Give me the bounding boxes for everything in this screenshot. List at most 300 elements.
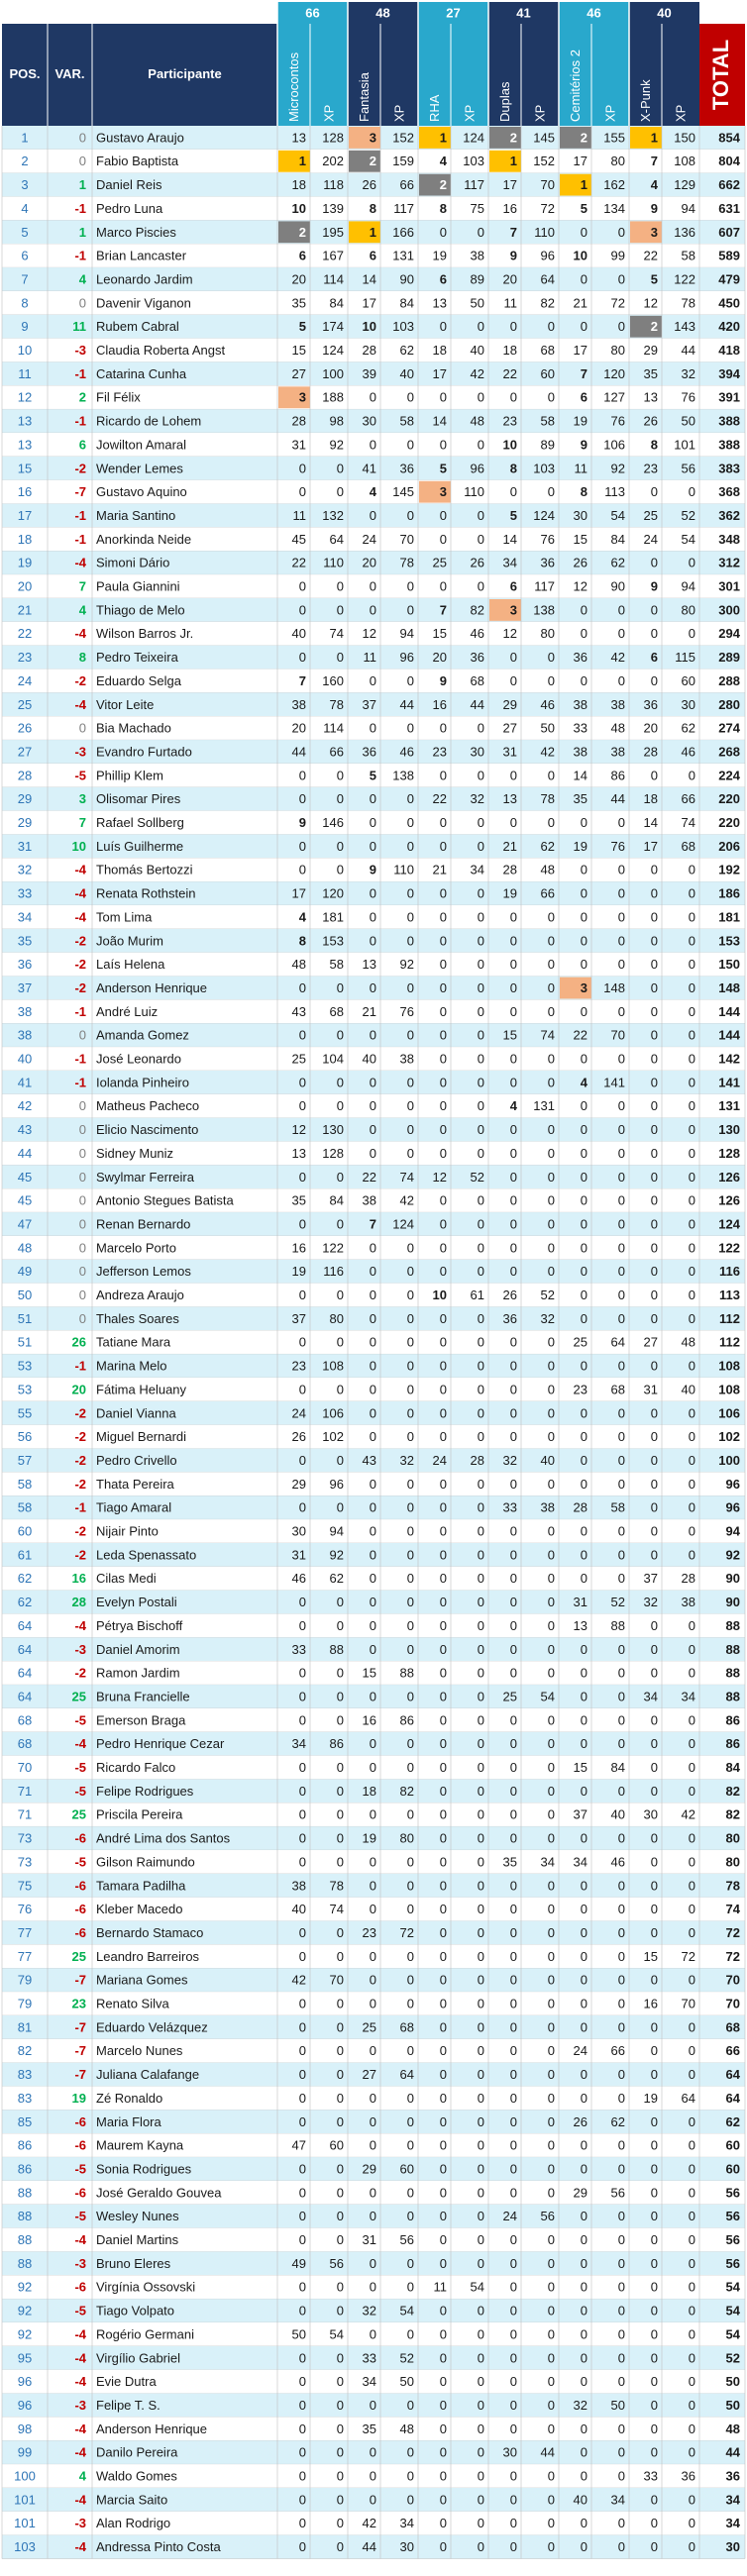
cell-placement: 0 bbox=[650, 2232, 658, 2248]
cell-xp: 89 bbox=[470, 271, 484, 287]
cell-placement: 0 bbox=[369, 1878, 376, 1894]
cell-xp: 0 bbox=[406, 1547, 414, 1563]
cell-placement: 43 bbox=[362, 1452, 376, 1468]
row-total: 70 bbox=[725, 1972, 740, 1988]
row-position: 32 bbox=[17, 862, 33, 877]
cell-xp: 130 bbox=[322, 1122, 344, 1138]
row-total: 224 bbox=[718, 768, 740, 783]
row-variation: -4 bbox=[74, 555, 86, 570]
cell-placement: 0 bbox=[509, 672, 517, 688]
cell-placement: 0 bbox=[580, 319, 587, 335]
cell-placement: 0 bbox=[298, 461, 306, 476]
cell-placement: 0 bbox=[580, 1924, 587, 1940]
row-total: 60 bbox=[725, 2161, 740, 2177]
row-variation: -5 bbox=[74, 1712, 86, 1728]
cell-xp: 56 bbox=[399, 2232, 414, 2248]
cell-placement: 0 bbox=[509, 2043, 517, 2059]
cell-placement: 16 bbox=[643, 1996, 658, 2011]
cell-xp: 42 bbox=[470, 365, 484, 381]
cell-placement: 0 bbox=[369, 1358, 376, 1374]
cell-xp: 0 bbox=[406, 933, 414, 949]
row-total: 131 bbox=[718, 1098, 740, 1114]
cell-xp: 34 bbox=[470, 862, 484, 877]
cell-placement: 0 bbox=[369, 578, 376, 594]
cell-xp: 50 bbox=[681, 413, 695, 429]
cell-xp: 98 bbox=[329, 413, 344, 429]
cell-placement: 0 bbox=[509, 1334, 517, 1350]
cell-xp: 0 bbox=[617, 1476, 625, 1492]
cell-xp: 0 bbox=[406, 389, 414, 405]
cell-xp: 0 bbox=[406, 1878, 414, 1894]
cell-placement: 0 bbox=[298, 1288, 306, 1303]
cell-xp: 0 bbox=[477, 2539, 484, 2555]
row-variation: -4 bbox=[74, 696, 86, 712]
row-participant: Eduardo Velázquez bbox=[96, 2019, 208, 2035]
cell-xp: 0 bbox=[477, 1641, 484, 1657]
cell-xp: 0 bbox=[477, 1264, 484, 1280]
cell-placement: 33 bbox=[573, 720, 587, 736]
cell-xp: 0 bbox=[406, 1595, 414, 1610]
cell-xp: 70 bbox=[681, 1996, 695, 2011]
cell-placement: 0 bbox=[439, 1122, 447, 1138]
cell-xp: 42 bbox=[399, 1192, 414, 1208]
cell-xp: 0 bbox=[688, 2516, 695, 2531]
cell-placement: 0 bbox=[298, 2043, 306, 2059]
cell-xp: 0 bbox=[688, 2374, 695, 2390]
cell-xp: 110 bbox=[534, 224, 555, 240]
cell-placement: 42 bbox=[362, 2516, 376, 2531]
row-position: 13 bbox=[17, 437, 33, 453]
cell-xp: 0 bbox=[477, 1571, 484, 1587]
cell-xp: 0 bbox=[477, 1334, 484, 1350]
row-participant: Fabio Baptista bbox=[96, 154, 179, 169]
cell-xp: 66 bbox=[329, 744, 344, 760]
cell-placement: 49 bbox=[291, 2255, 306, 2271]
cell-xp: 84 bbox=[399, 295, 414, 311]
cell-placement: 25 bbox=[573, 1334, 587, 1350]
cell-placement: 0 bbox=[439, 1192, 447, 1208]
cell-placement: 0 bbox=[369, 885, 376, 901]
cell-xp: 32 bbox=[470, 791, 484, 807]
row-position: 17 bbox=[17, 507, 33, 523]
cell-xp: 152 bbox=[392, 130, 414, 146]
cell-xp: 0 bbox=[477, 1523, 484, 1539]
row-variation: 10 bbox=[71, 838, 86, 854]
cell-xp: 0 bbox=[406, 838, 414, 854]
cell-xp: 0 bbox=[336, 1334, 344, 1350]
cell-placement: 0 bbox=[298, 1098, 306, 1114]
cell-xp: 148 bbox=[603, 979, 625, 995]
cell-xp: 66 bbox=[681, 791, 695, 807]
cell-xp: 80 bbox=[610, 343, 625, 359]
cell-xp: 0 bbox=[406, 1476, 414, 1492]
cell-xp: 110 bbox=[393, 862, 414, 877]
cell-xp: 0 bbox=[477, 979, 484, 995]
row-variation: -4 bbox=[74, 2492, 86, 2508]
cell-placement: 0 bbox=[580, 2421, 587, 2436]
row-position: 27 bbox=[17, 744, 33, 760]
cell-placement: 0 bbox=[439, 2019, 447, 2035]
cell-placement: 0 bbox=[439, 2397, 447, 2413]
row-total: 391 bbox=[718, 389, 740, 405]
cell-placement: 35 bbox=[362, 2421, 376, 2436]
row-participant: Pedro Luna bbox=[96, 200, 163, 216]
cell-xp: 0 bbox=[477, 2350, 484, 2366]
cell-xp: 0 bbox=[406, 1382, 414, 1397]
row-participant: Ramon Jardim bbox=[96, 1665, 180, 1681]
cell-placement: 0 bbox=[650, 1452, 658, 1468]
cell-placement: 0 bbox=[439, 1736, 447, 1752]
row-variation: -6 bbox=[74, 1924, 86, 1940]
cell-xp: 0 bbox=[336, 578, 344, 594]
row-variation: -5 bbox=[74, 2161, 86, 2177]
cell-xp: 48 bbox=[540, 862, 555, 877]
cell-xp: 0 bbox=[617, 885, 625, 901]
cell-xp: 88 bbox=[329, 1641, 344, 1657]
row-participant: Fátima Heluany bbox=[96, 1382, 187, 1397]
cell-xp: 0 bbox=[406, 909, 414, 925]
cell-placement: 34 bbox=[573, 1854, 587, 1870]
row-position: 11 bbox=[18, 365, 32, 381]
cell-placement: 50 bbox=[291, 2326, 306, 2342]
row-position: 49 bbox=[17, 1264, 33, 1280]
cell-xp: 0 bbox=[336, 2090, 344, 2106]
cell-placement: 3 bbox=[439, 484, 447, 500]
row-participant: Anderson Henrique bbox=[96, 979, 208, 995]
cell-placement: 0 bbox=[580, 1240, 587, 1256]
cell-xp: 0 bbox=[477, 1429, 484, 1445]
cell-placement: 0 bbox=[580, 1641, 587, 1657]
cell-xp: 0 bbox=[617, 1712, 625, 1728]
cell-placement: 33 bbox=[362, 2350, 376, 2366]
cell-xp: 48 bbox=[610, 720, 625, 736]
cell-placement: 0 bbox=[580, 1122, 587, 1138]
cell-xp: 0 bbox=[688, 2019, 695, 2035]
row-position: 64 bbox=[17, 1641, 33, 1657]
cell-placement: 12 bbox=[502, 626, 517, 642]
cell-placement: 0 bbox=[650, 672, 658, 688]
cell-xp: 0 bbox=[477, 578, 484, 594]
cell-xp: 0 bbox=[688, 1310, 695, 1326]
cell-xp: 0 bbox=[406, 1358, 414, 1374]
cell-xp: 143 bbox=[674, 319, 695, 335]
row-participant: Thomás Bertozzi bbox=[96, 862, 193, 877]
cell-placement: 0 bbox=[369, 933, 376, 949]
cell-placement: 31 bbox=[291, 437, 306, 453]
cell-xp: 0 bbox=[547, 1595, 555, 1610]
cell-xp: 0 bbox=[477, 1405, 484, 1421]
cell-placement: 22 bbox=[502, 365, 517, 381]
row-total: 106 bbox=[718, 1405, 740, 1421]
cell-xp: 0 bbox=[688, 2444, 695, 2460]
cell-placement: 48 bbox=[291, 957, 306, 973]
row-position: 68 bbox=[17, 1712, 33, 1728]
row-variation: 0 bbox=[78, 1240, 86, 1256]
row-total: 64 bbox=[725, 2067, 740, 2083]
row-total: 66 bbox=[725, 2043, 740, 2059]
cell-placement: 0 bbox=[439, 1547, 447, 1563]
cell-placement: 18 bbox=[502, 343, 517, 359]
cell-xp: 68 bbox=[681, 838, 695, 854]
cell-xp: 0 bbox=[336, 1075, 344, 1090]
cell-placement: 28 bbox=[573, 1499, 587, 1515]
cell-placement: 12 bbox=[643, 295, 658, 311]
row-total: 82 bbox=[725, 1806, 740, 1822]
cell-xp: 0 bbox=[406, 672, 414, 688]
cell-placement: 0 bbox=[580, 2374, 587, 2390]
cell-xp: 0 bbox=[688, 1902, 695, 1917]
cell-placement: 0 bbox=[650, 2350, 658, 2366]
row-position: 44 bbox=[17, 1145, 33, 1161]
cell-xp: 0 bbox=[477, 1878, 484, 1894]
cell-xp: 0 bbox=[547, 1571, 555, 1587]
cell-placement: 0 bbox=[298, 1806, 306, 1822]
cell-placement: 0 bbox=[298, 979, 306, 995]
cell-placement: 0 bbox=[509, 2326, 517, 2342]
cell-placement: 0 bbox=[509, 2113, 517, 2129]
cell-placement: 0 bbox=[369, 1499, 376, 1515]
row-variation: -2 bbox=[74, 933, 86, 949]
cell-placement: 0 bbox=[298, 1854, 306, 1870]
cell-placement: 0 bbox=[580, 2090, 587, 2106]
row-total: 30 bbox=[725, 2539, 740, 2555]
cell-placement: 0 bbox=[650, 2019, 658, 2035]
cell-placement: 0 bbox=[439, 319, 447, 335]
cell-xp: 0 bbox=[688, 1878, 695, 1894]
cell-placement: 17 bbox=[291, 885, 306, 901]
event-xp-label: XP bbox=[391, 104, 407, 122]
row-participant: Thiago de Melo bbox=[96, 602, 185, 618]
cell-xp: 0 bbox=[406, 1902, 414, 1917]
cell-xp: 82 bbox=[540, 295, 555, 311]
cell-xp: 94 bbox=[681, 200, 695, 216]
cell-xp: 0 bbox=[547, 2374, 555, 2390]
cell-xp: 0 bbox=[688, 555, 695, 570]
cell-xp: 146 bbox=[322, 815, 344, 831]
row-variation: 0 bbox=[78, 295, 86, 311]
event-name: Fantasia bbox=[356, 72, 372, 122]
cell-xp: 0 bbox=[547, 1972, 555, 1988]
cell-placement: 23 bbox=[643, 461, 658, 476]
cell-xp: 0 bbox=[688, 484, 695, 500]
cell-xp: 30 bbox=[681, 696, 695, 712]
cell-xp: 92 bbox=[329, 1547, 344, 1563]
cell-xp: 0 bbox=[547, 672, 555, 688]
row-variation: -3 bbox=[74, 343, 86, 359]
cell-xp: 188 bbox=[322, 389, 344, 405]
cell-placement: 0 bbox=[509, 2090, 517, 2106]
cell-xp: 0 bbox=[336, 1854, 344, 1870]
cell-xp: 0 bbox=[336, 1169, 344, 1185]
row-total: 92 bbox=[725, 1547, 740, 1563]
cell-placement: 27 bbox=[502, 720, 517, 736]
row-variation: -1 bbox=[74, 413, 86, 429]
cell-xp: 0 bbox=[406, 578, 414, 594]
cell-xp: 153 bbox=[322, 933, 344, 949]
row-total: 589 bbox=[718, 248, 740, 263]
cell-placement: 35 bbox=[643, 365, 658, 381]
cell-placement: 0 bbox=[298, 1595, 306, 1610]
cell-xp: 76 bbox=[399, 1003, 414, 1019]
row-participant: Anderson Henrique bbox=[96, 2421, 208, 2436]
row-total: 34 bbox=[725, 2516, 740, 2531]
row-variation: 28 bbox=[71, 1595, 86, 1610]
cell-xp: 0 bbox=[406, 1240, 414, 1256]
row-participant: André Lima dos Santos bbox=[96, 1830, 231, 1846]
row-variation: -5 bbox=[74, 1854, 86, 1870]
row-variation: 11 bbox=[72, 319, 86, 335]
row-participant: Paula Giannini bbox=[96, 578, 180, 594]
cell-placement: 24 bbox=[643, 531, 658, 547]
cell-xp: 0 bbox=[547, 2185, 555, 2201]
cell-xp: 52 bbox=[610, 1595, 625, 1610]
cell-xp: 68 bbox=[610, 1382, 625, 1397]
cell-placement: 0 bbox=[580, 626, 587, 642]
row-total: 126 bbox=[718, 1192, 740, 1208]
cell-placement: 0 bbox=[298, 2303, 306, 2318]
row-total: 72 bbox=[725, 1948, 740, 1964]
cell-placement: 24 bbox=[291, 1405, 306, 1421]
cell-placement: 0 bbox=[439, 1783, 447, 1799]
cell-placement: 0 bbox=[650, 933, 658, 949]
row-total: 54 bbox=[725, 2279, 740, 2295]
cell-xp: 0 bbox=[617, 1689, 625, 1704]
cell-xp: 0 bbox=[688, 626, 695, 642]
cell-xp: 0 bbox=[477, 2255, 484, 2271]
row-position: 83 bbox=[17, 2090, 33, 2106]
event-participant-count: 41 bbox=[516, 5, 531, 21]
cell-placement: 0 bbox=[580, 1216, 587, 1232]
cell-placement: 26 bbox=[573, 2113, 587, 2129]
cell-placement: 8 bbox=[439, 200, 447, 216]
cell-xp: 124 bbox=[392, 1216, 414, 1232]
row-variation: -4 bbox=[74, 2539, 86, 2555]
cell-xp: 0 bbox=[617, 2516, 625, 2531]
cell-xp: 46 bbox=[610, 1854, 625, 1870]
row-position: 34 bbox=[17, 909, 33, 925]
cell-placement: 0 bbox=[509, 1902, 517, 1917]
cell-xp: 129 bbox=[674, 177, 695, 193]
cell-placement: 0 bbox=[509, 1145, 517, 1161]
cell-placement: 33 bbox=[643, 2468, 658, 2484]
cell-xp: 0 bbox=[547, 1051, 555, 1067]
cell-placement: 0 bbox=[580, 2255, 587, 2271]
cell-placement: 0 bbox=[650, 2067, 658, 2083]
cell-xp: 0 bbox=[336, 838, 344, 854]
cell-placement: 29 bbox=[502, 696, 517, 712]
cell-xp: 0 bbox=[406, 1641, 414, 1657]
cell-placement: 15 bbox=[362, 1665, 376, 1681]
cell-xp: 56 bbox=[681, 461, 695, 476]
cell-placement: 0 bbox=[439, 838, 447, 854]
cell-xp: 94 bbox=[399, 626, 414, 642]
cell-xp: 28 bbox=[681, 1571, 695, 1587]
row-participant: Brian Lancaster bbox=[96, 248, 187, 263]
cell-xp: 0 bbox=[617, 1358, 625, 1374]
cell-xp: 166 bbox=[392, 224, 414, 240]
cell-xp: 0 bbox=[477, 1854, 484, 1870]
cell-xp: 117 bbox=[393, 200, 414, 216]
cell-placement: 44 bbox=[291, 744, 306, 760]
cell-xp: 0 bbox=[336, 2185, 344, 2201]
row-total: 56 bbox=[725, 2185, 740, 2201]
cell-xp: 0 bbox=[688, 1240, 695, 1256]
row-position: 77 bbox=[17, 1948, 33, 1964]
cell-placement: 0 bbox=[650, 1429, 658, 1445]
cell-placement: 25 bbox=[362, 2019, 376, 2035]
cell-placement: 0 bbox=[509, 1075, 517, 1090]
cell-xp: 84 bbox=[329, 295, 344, 311]
cell-placement: 17 bbox=[643, 838, 658, 854]
cell-xp: 80 bbox=[329, 1310, 344, 1326]
row-total: 268 bbox=[718, 744, 740, 760]
cell-xp: 0 bbox=[688, 2397, 695, 2413]
row-participant: Priscila Pereira bbox=[96, 1806, 183, 1822]
row-participant: Claudia Roberta Angst bbox=[96, 343, 226, 359]
cell-xp: 0 bbox=[688, 957, 695, 973]
cell-placement: 30 bbox=[502, 2444, 517, 2460]
cell-placement: 0 bbox=[580, 1288, 587, 1303]
cell-xp: 0 bbox=[406, 437, 414, 453]
cell-xp: 0 bbox=[547, 979, 555, 995]
cell-placement: 0 bbox=[650, 484, 658, 500]
cell-xp: 72 bbox=[681, 1948, 695, 1964]
row-total: 34 bbox=[725, 2492, 740, 2508]
cell-placement: 14 bbox=[432, 413, 447, 429]
cell-xp: 66 bbox=[610, 2043, 625, 2059]
cell-xp: 0 bbox=[477, 1760, 484, 1776]
cell-xp: 113 bbox=[604, 484, 625, 500]
cell-placement: 0 bbox=[298, 1996, 306, 2011]
cell-placement: 16 bbox=[502, 200, 517, 216]
row-variation: 2 bbox=[78, 389, 86, 405]
event-participant-count: 40 bbox=[657, 5, 672, 21]
cell-placement: 0 bbox=[650, 1902, 658, 1917]
cell-placement: 0 bbox=[509, 1665, 517, 1681]
cell-placement: 29 bbox=[362, 2161, 376, 2177]
cell-xp: 0 bbox=[547, 1878, 555, 1894]
cell-xp: 120 bbox=[603, 365, 625, 381]
cell-placement: 16 bbox=[362, 1712, 376, 1728]
cell-placement: 0 bbox=[650, 1145, 658, 1161]
cell-xp: 0 bbox=[688, 1429, 695, 1445]
row-position: 58 bbox=[17, 1499, 33, 1515]
row-participant: João Murim bbox=[96, 933, 163, 949]
cell-placement: 0 bbox=[650, 1641, 658, 1657]
cell-placement: 23 bbox=[573, 1382, 587, 1397]
row-position: 21 bbox=[17, 602, 33, 618]
cell-xp: 0 bbox=[688, 2421, 695, 2436]
cell-xp: 68 bbox=[329, 1003, 344, 1019]
cell-xp: 0 bbox=[688, 1122, 695, 1138]
cell-xp: 0 bbox=[688, 1854, 695, 1870]
cell-placement: 0 bbox=[439, 2255, 447, 2271]
cell-placement: 0 bbox=[580, 1476, 587, 1492]
cell-placement: 0 bbox=[580, 1948, 587, 1964]
cell-placement: 0 bbox=[369, 672, 376, 688]
cell-placement: 0 bbox=[369, 1382, 376, 1397]
cell-placement: 0 bbox=[298, 1617, 306, 1633]
cell-xp: 0 bbox=[547, 1476, 555, 1492]
cell-xp: 0 bbox=[477, 1830, 484, 1846]
cell-placement: 0 bbox=[439, 1806, 447, 1822]
cell-xp: 0 bbox=[336, 2516, 344, 2531]
cell-placement: 0 bbox=[580, 1523, 587, 1539]
cell-placement: 0 bbox=[580, 602, 587, 618]
cell-placement: 3 bbox=[509, 602, 517, 618]
row-participant: Emerson Braga bbox=[96, 1712, 186, 1728]
row-participant: Nijair Pinto bbox=[96, 1523, 159, 1539]
